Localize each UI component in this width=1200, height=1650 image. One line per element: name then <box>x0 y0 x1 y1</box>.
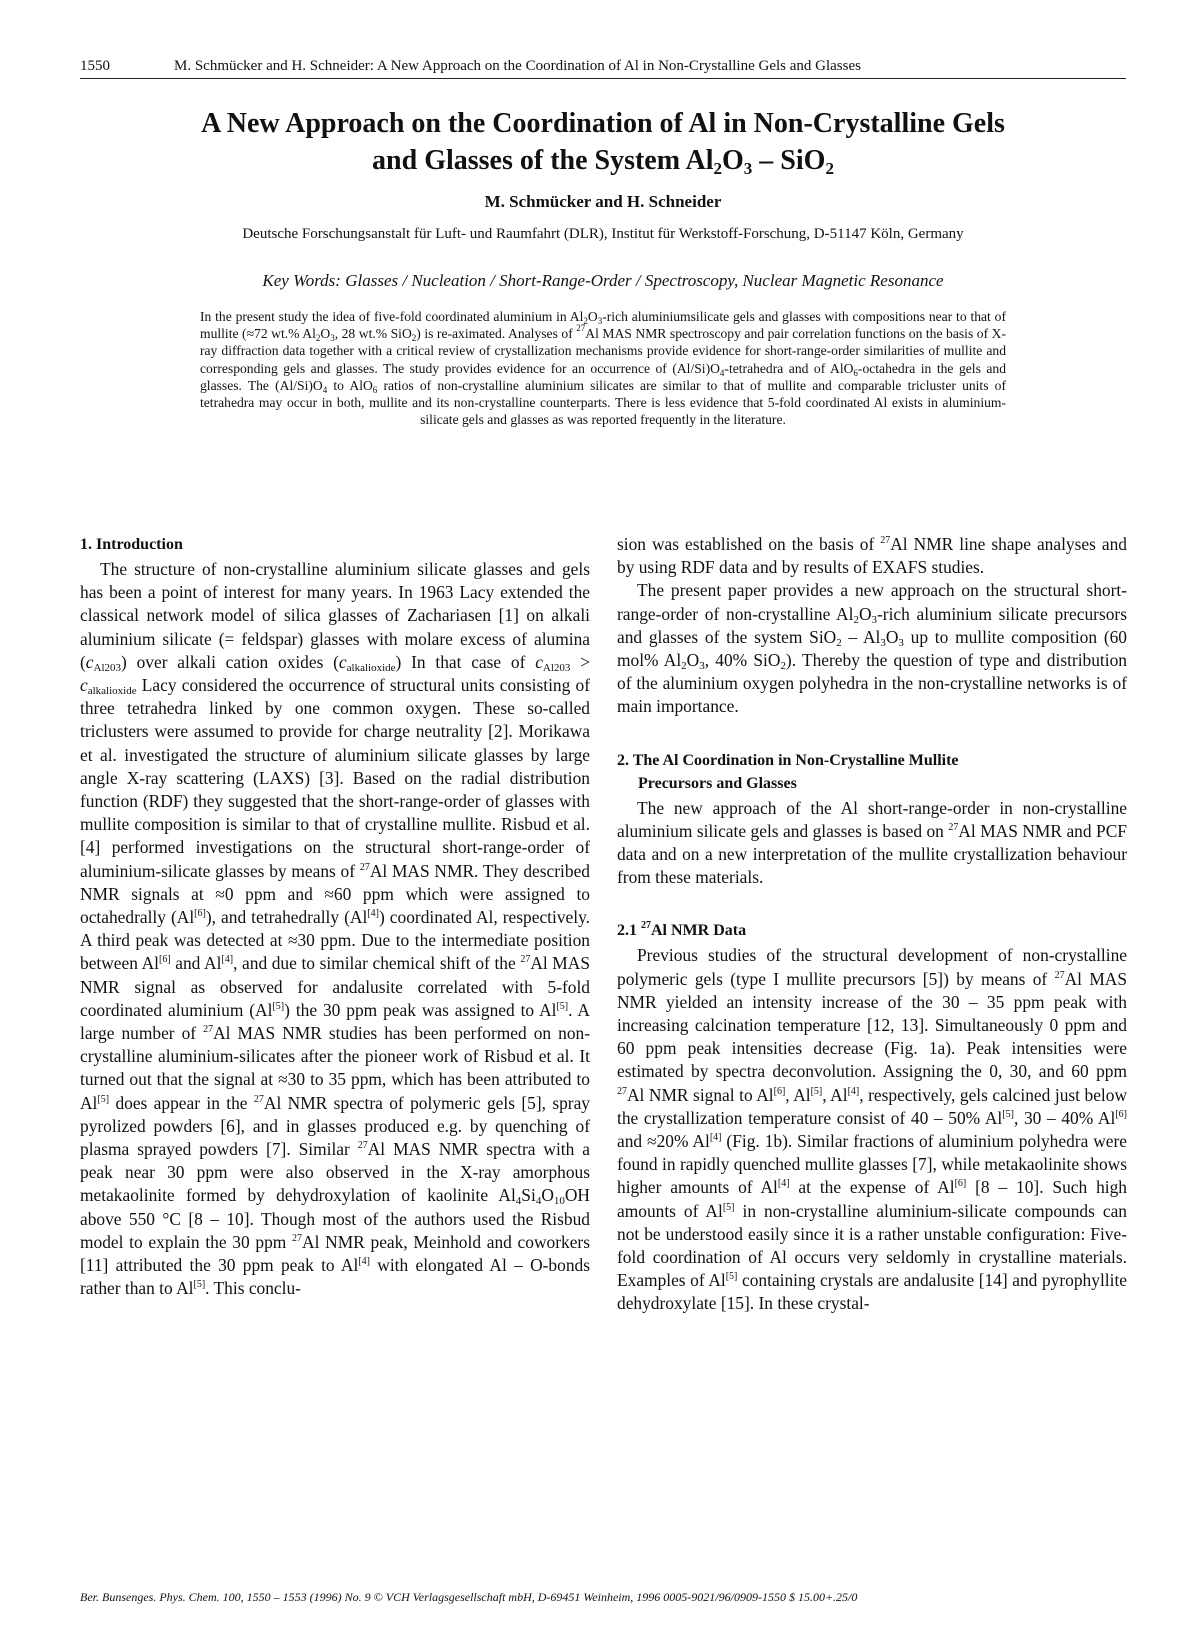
paragraph-introduction: The structure of non-crystalline aluminium silicate glasses and gels has been a point of interest for many years. In 1963 Lacy extended the classical network model of silica glasses of Zachariasen [1] on alkali aluminium silicate (= feldspar) glasses with molare excess of alumina $(c_{Al203})$ over alkali cation oxides $(c_{alkalioxide})$ In that case of $c_{Al203} > c_{alkalioxide}$ Lacy considered the occurrence of structural units consisting of three tetrahedra linked by one common oxygen. These so-called triclusters were assumed to provide for charge neutrality [2]. Morikawa et al. investigated the structure of aluminium silicate glasses by large angle X-ray scattering (LAXS) [3]. Based on the radial distribution function (RDF) they suggested that the short-range-order of glasses with mullite composition is similar to that of crystalline mullite. Risbud et al. [4] performed investigations on the structural short-range-order of aluminium-silicate glasses by means of $^{27}$Al MAS NMR. They described NMR signals at ≈0 ppm and ≈60 ppm which were assigned to octahedrally (Al[6]), and tetrahedrally (Al[4]) coordinated Al, respectively. A third peak was detected at ≈30 ppm. Due to the intermediate position between Al[6] and Al[4], and due to similar chemical shift of the $^{27}$Al MAS NMR signal as observed for andalusite correlated with 5-fold coordinated aluminium (Al[5]) the 30 ppm peak was assigned to Al[5]. A large number of $^{27}$Al MAS NMR studies has been performed on non-crystalline aluminium-silicates after the pioneer work of Risbud et al. It turned out that the signal at ≈30 to 35 ppm, which has been attributed to Al[5] does appear in the $^{27}$Al NMR spectra of polymeric gels [5], spray pyrolized powders [6], and in glasses produced e.g. by quenching of plasma sprayed powders [7]. Similar $^{27}$Al MAS NMR spectra with a peak near 30 ppm were also observed in the X-ray amorphous metakaolinite formed by dehydroxylation of kaolinite $Al_4Si_4O_{10}OH$ above 550 °C [8 – 10]. Though most of the authors used the Risbud model to explain the 30 ppm $^{27}$Al NMR peak, Meinhold and coworkers [11] attributed the 30 ppm peak to Al[4] with elongated Al – O-bonds rather than to Al[5]. This conclu- <box>80 559 591 1299</box>
citation-footer: Ber. Bunsenges. Phys. Chem. 100, 1550 – 1553 (1996) No. 9 © VCH Verlagsgesellschaft mbH, D-69451 Weinheim, 1996 0005-9021/96/0909-1550 $ 15.00+.25/0 <box>80 1590 858 1604</box>
abstract: In the present study the idea of five-fold coordinated aluminium in $Al_2O_3$-rich aluminiumsilicate gels and glasses with compositions near to that of mullite (≈72 wt.% $Al_2O_3$, 28 wt.% SiO$_2$) is re-aximated. Analyses of $^{27}$Al MAS NMR spectroscopy and pair correlation functions on the basis of X-ray diffraction data together with a critical review of crystallization mechanisms provide evidence for short-range-order similarities of mullite and corresponding gels and glasses. The study provides evidence for an occurrence of $(Al/Si)O_4$-tetrahedra and of AlO$_6$-octahedra in the gels and glasses. The $(Al/Si)O_4$ to AlO$_6$ ratios of non-crystalline aluminium silicates are similar to that of mullite and comparable tricluster units of tetrahedra may occur in both, mullite and its non-crystalline counterparts. There is less evidence that 5-fold coordinated Al exists in aluminium-silicate gels and glasses as was reported frequently in the literature. <box>200 309 1007 428</box>
left-column <box>80 533 590 1301</box>
paragraph-continued: sion was established on the basis of $^{27}$Al NMR line shape analyses and by using RDF data and by results of EXAFS studies. <box>617 534 1127 578</box>
section-heading-al-coordination-line2: Precursors and Glasses <box>638 774 797 792</box>
keywords: Key Words: Glasses / Nucleation / Short-Range-Order / Spectroscopy, Nuclear Magnetic Resonance <box>262 271 944 290</box>
title-line-1: A New Approach on the Coordination of Al in Non-Crystalline Gels <box>201 108 1005 139</box>
article-title <box>80 105 1126 179</box>
page-number: 1550 <box>80 58 110 74</box>
running-title: M. Schmücker and H. Schneider: A New Approach on the Coordination of Al in Non-Crystalline Gels and Glasses <box>174 58 861 74</box>
section-heading-introduction: 1. Introduction <box>80 536 183 553</box>
subsection-heading-nmr-data: 2.1 $^{27}$Al NMR Data <box>617 920 747 940</box>
section-heading-al-coordination: 2. The Al Coordination in Non-Crystalline Mullite <box>617 751 959 769</box>
title-line-2: and Glasses of the System $Al_2O_3 - SiO_2$ <box>372 145 834 178</box>
right-column <box>617 533 1127 1316</box>
paragraph-new-approach: The new approach of the Al short-range-order in non-crystalline aluminium silicate gels and glasses is based on $^{27}$Al MAS NMR and PCF data and on a new interpretation of the mullite crystallization behaviour from these materials. <box>617 797 1127 888</box>
author-list: M. Schmücker and H. Schneider <box>484 192 722 211</box>
affiliation: Deutsche Forschungsanstalt für Luft- und Raumfahrt (DLR), Institut für Werkstoff-Forschung, D-51147 Köln, Germany <box>242 226 964 242</box>
paragraph-nmr-data: Previous studies of the structural development of non-crystalline polymeric gels (type I mullite precursors [5]) by means of $^{27}$Al MAS NMR yielded an intensity increase of the 30 – 35 ppm peak with increasing calcination temperature [12, 13]. Simultaneously 0 ppm and 60 ppm peak intensities decrease (Fig. 1a). Peak intensities were estimated by spectra deconvolution. Assigning the 0, 30, and 60 ppm $^{27}$Al NMR signal to Al[6], Al[5], Al[4], respectively, gels calcined just below the crystallization temperature consist of 40 – 50% Al[5], 30 – 40% Al[6] and ≈20% Al[4] (Fig. 1b). Similar fractions of aluminium polyhedra were found in rapidly quenched mullite glasses [7], while metakaolinite shows higher amounts of Al[4] at the expense of Al[6] [8 – 10]. Such high amounts of Al[5] in non-crystalline aluminium-silicate compounds can not be understood easily since it is a rather unstable configuration: Five-fold coordination of Al occurs very seldomly in crystalline materials. Examples of Al[5] containing crystals are andalusite [14] and pyrophyllite dehydroxylate [15]. In these crystal- <box>617 945 1128 1314</box>
running-head <box>80 56 1126 79</box>
paragraph-present-paper: The present paper provides a new approach on the structural short-range-order of non-crystalline $Al_2O_3$-rich aluminium silicate precursors and glasses of the system $SiO_2 - Al_3O_3$ up to mullite composition (60 mol% $Al_2O_3$, 40% SiO$_2$). Thereby the question of type and distribution of the aluminium oxygen polyhedra in the non-crystalline networks is of main importance. <box>617 580 1127 717</box>
